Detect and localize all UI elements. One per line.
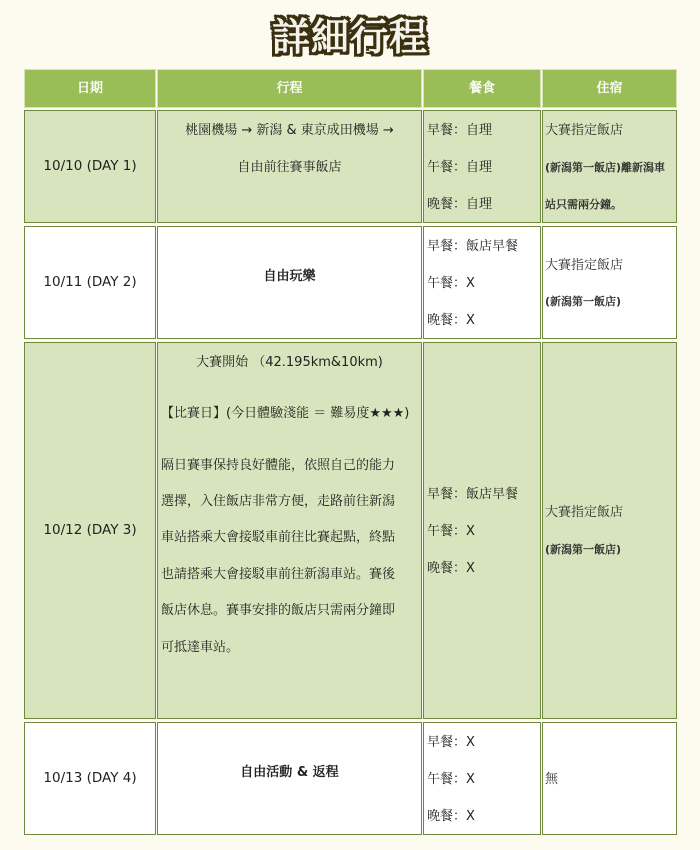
row2-lodging [542,226,677,339]
row3-para-line2: 選擇，入住飯店非常方便，走路前往新潟 [161,494,396,509]
row1-breakfast: 早餐：自理 [427,123,493,138]
row3-itinerary-sub: 【比賽日】(今日體驗淺能 ＝ 難易度★★★) [161,406,410,421]
row2-meals [423,226,541,339]
row3-itinerary-head: 大賽開始 （42.195km&10km) [196,355,383,370]
row1-dinner: 晚餐：自理 [427,197,493,212]
row1-hotel-note1: (新潟第一飯店)離新潟車 [545,161,666,174]
row1-lunch: 午餐：自理 [427,160,493,175]
row3-para-line4: 也請搭乘大會接駁車前往新潟車站。賽後 [161,567,396,582]
row3-lodging [542,342,677,719]
header-date: 日期 [24,69,156,108]
row2-dinner: 晚餐：X [427,313,475,328]
row3-para-line1: 隔日賽事保持良好體能，依照自己的能力 [161,458,396,473]
row4-date: 10/13 (DAY 4) [24,722,156,835]
row4-hotel-name: 無 [545,772,559,787]
row2-itinerary-title: 自由玩樂 [263,269,316,284]
row2-itinerary [157,226,422,339]
row3-dinner: 晚餐：X [427,561,475,576]
row2-hotel-name: 大賽指定飯店 [545,258,624,273]
row4-itinerary-title: 自由活動 & 返程 [240,765,339,780]
row1-hotel-note2: 站只需兩分鐘。 [545,198,622,211]
row2-lunch: 午餐：X [427,276,475,291]
row2-date: 10/11 (DAY 2) [24,226,156,339]
row4-meals [423,722,541,835]
row1-date: 10/10 (DAY 1) [24,110,156,223]
row3-breakfast: 早餐：飯店早餐 [427,487,519,502]
row4-dinner: 晚餐：X [427,809,475,824]
row1-itinerary [157,110,422,223]
row3-para-line3: 車站搭乘大會接駁車前往比賽起點，終點 [161,530,396,545]
row3-para-line6: 可抵達車站。 [161,640,240,655]
row3-itinerary [157,342,422,719]
header-itinerary: 行程 [157,69,422,108]
header-lodging: 住宿 [542,69,677,108]
header-meals: 餐食 [423,69,541,108]
row3-meals [423,342,541,719]
row1-meals [423,110,541,223]
row2-hotel-note: (新潟第一飯店) [545,295,622,308]
row2-breakfast: 早餐：飯店早餐 [427,239,519,254]
row3-hotel-name: 大賽指定飯店 [545,505,624,520]
row3-hotel-note: (新潟第一飯店) [545,543,622,556]
row3-para-line5: 飯店休息。賽事安排的飯店只需兩分鐘即 [161,603,396,618]
row3-date: 10/12 (DAY 3) [24,342,156,719]
row4-lodging [542,722,677,835]
row4-lunch: 午餐：X [427,772,475,787]
row1-lodging [542,110,677,223]
page-title: 詳細行程 [271,15,428,59]
row1-hotel-name: 大賽指定飯店 [545,123,624,138]
row4-itinerary [157,722,422,835]
row3-lunch: 午餐：X [427,524,475,539]
row1-itinerary-line2: 自由前往賽事飯店 [237,160,342,175]
row1-itinerary-line1: 桃園機場 → 新潟 & 東京成田機場 → [185,123,394,138]
row4-breakfast: 早餐：X [427,735,475,750]
